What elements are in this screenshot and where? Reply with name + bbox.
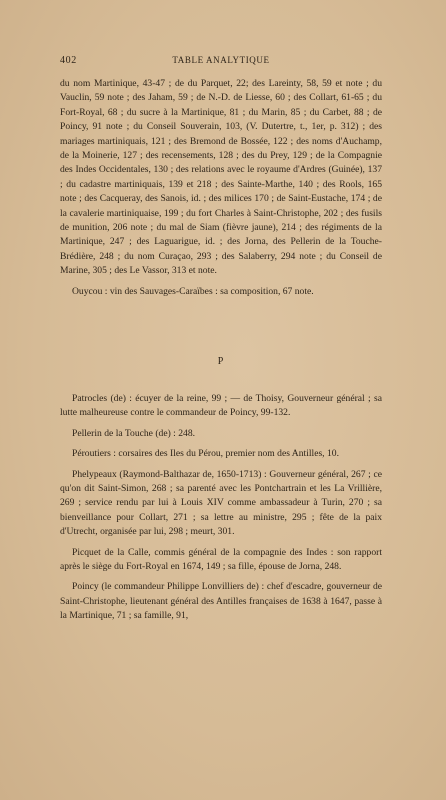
index-entry: Patrocles (de) : écuyer de la reine, 99 ; — de Thoisy, Gouverneur général ; sa lutte malheureuse contre le commandeur de Poincy, 99-132. <box>60 393 382 419</box>
page-number: 402 <box>60 55 77 66</box>
section-letter: P <box>217 356 225 367</box>
index-entry: Phelypeaux (Raymond-Balthazar de, 1650-1713) : Gouverneur général, 267 ; ce qu'on dit Saint-Simon, 268 ; sa parenté avec les Pontchartrain et les La Vrillière, 269 ; service rendu par lui à Louis XIV comme ambassadeur à Turin, 270 ; sa bienveillance pour Collart, 271 ; sa lettre au ministre, 295 ; fête de la paix d'Utrecht, organisée par lui, 298 ; meurt, 301. <box>60 468 382 538</box>
running-title: TABLE ANALYTIQUE <box>172 55 270 65</box>
index-entries-p <box>60 392 382 630</box>
index-entry: Picquet de la Calle, commis général de la compagnie des Indes : son rapport après le siège du Fort-Royal en 1674, 149 ; sa fille, épouse de Jorna, 248. <box>60 546 382 573</box>
index-entry: Ouycou : vin des Sauvages-Caraïbes : sa composition, 67 note. <box>72 285 314 297</box>
index-entry: Poincy (le commandeur Philippe Lonvilliers de) : chef d'escadre, gouverneur de Saint-Christophe, lieutenant général des Antilles françaises de 1638 à 1647, passe à la Martinique, 71 ; sa famille, 91, <box>60 581 382 622</box>
index-entry: Péroutiers : corsaires des Iles du Pérou, premier nom des Antilles, 10. <box>72 448 339 460</box>
index-continuation <box>60 77 382 305</box>
index-paragraph: du nom Martinique, 43-47 ; de du Parquet, 22; des Lareinty, 58, 59 et note ; du Vauclin, 59 note ; des Jaham, 59 ; de N.-D. de Liesse, 60 ; des Collart, 61-65 ; du Fort-Royal, 68 ; du sucre à la Martinique, 81 ; du Marin, 85 ; du Carbet, 88 ; de Poincy, 91 note ; du Conseil Souverain, 103, (V. Dutertre, t., 1er, p. 312) ; des mariages martiniquais, 121 ; des Bremond de Bossée, 122 ; des noms d'Auchamp, de la Moinerie, 127 ; des recensements, 128 ; des du Prey, 129 ; de la Compagnie des Indes Occidentales, 130 ; des relations avec le royaume d'Ardres (Guinée), 137 ; du cadastre martiniquais, 139 et 218 ; des Sainte-Marthe, 140 ; des Rools, 165 note ; des Cacqueray, des Sanois, id. ; des milices 170 ; de Saint-Eustache, 174 ; de la cavalerie martiniquaise, 199 ; du fort Charles à Saint-Christophe, 202 ; des fusils de munition, 206 note ; du mal de Siam (fièvre jaune), 214 ; des régiments de la Martinique, 247 ; des Laguarigue, id. ; des Jorna, des Pellerin de la Touche-Brédière, 248 ; du nom Curaçao, 293 ; des Salaberry, 294 note ; du Conseil de Marine, 305 ; des Le Vassor, 313 et note. <box>60 78 382 277</box>
index-entry: Pellerin de la Touche (de) : 248. <box>72 427 196 439</box>
